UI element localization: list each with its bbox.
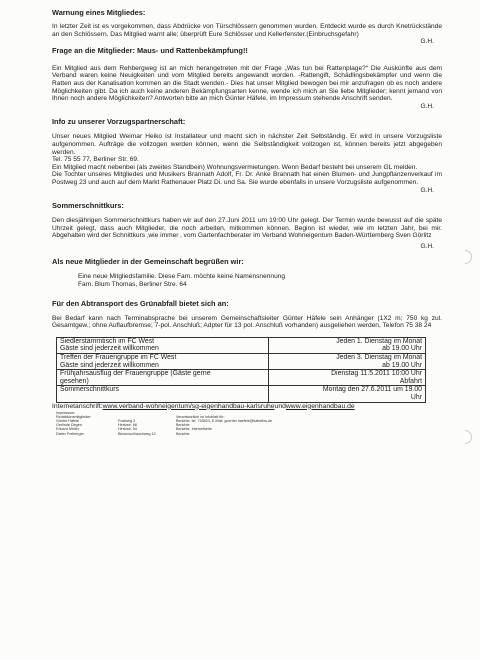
imprint-address: Hertzstr. 54 bbox=[118, 427, 137, 432]
event-description: Siedlerstammtisch im FC West Gäste sind jederzeit willkommen bbox=[57, 337, 269, 353]
website-link-verband[interactable]: www.verband-wohneigentum/sg-eigenhandbau-karlsruhe bbox=[102, 402, 275, 410]
warning-signature: G.H. bbox=[420, 38, 434, 46]
imprint-address: Binsenschlauchweg 12 bbox=[118, 431, 156, 436]
event-date: Dienstag 11.5.2011 10:00 Uhr Abfahrt bbox=[269, 370, 426, 386]
green-waste-text: Bei Bedarf kann nach Terminabsprache bei unserem Gemeinschaftsleiter Günter Häfele sein Anhänger (1X2 m; 750 kg zul. Gesamtgew.; ohne Auflaufbremse; 7-pol. Anschluß; Adpter für 13 pol. Anschluß vorhanden) ausgeliehen werden, Telefon 75 38 24 bbox=[52, 314, 442, 330]
imprint-name: Dieter Freiberger bbox=[56, 431, 84, 436]
event-date: Jeden 1. Dienstag im Monat ab 19.00 Uhr bbox=[269, 337, 426, 353]
warning-text: In letzter Zeit ist es vorgekommen, dass Abdrücke von Türschlössern genommen wurden. Entdeckt wurde es durch Knetrückstände an den Schlössern. Das Mitglied warnt alle; überprüft Eure Schlösser und Kellerfenster.(Einbruchsgefahr) bbox=[52, 23, 442, 38]
partnership-heading: Info zu unserer Vorzugspartnerschaft: bbox=[52, 117, 186, 127]
imprint-row bbox=[56, 432, 396, 436]
pruning-heading: Sommerschnittkurs: bbox=[52, 201, 124, 211]
website-link-eigenhandbau[interactable]: www.eigenhandbau.de bbox=[285, 402, 355, 410]
partnership-text-1: Unser neues Mitglied Weimar Heiko ist Installateur und macht sich in nächster Zeit Selbständig. Er wird in unsere Vorzugsliste aufgenommen. Aufträge die vollzogen werden können, wenn die Selbständigkeit vollzogen ist, können bereits jetzt abgegeben werden. bbox=[52, 133, 442, 156]
partnership-text-2: Ein Mitglied macht nebenbei (als zweites Standbein) Wohnungsvermietungen. Wenn Bedarf besteht bei unserem GL melden. bbox=[52, 163, 418, 171]
imprint-responsibility: Berichte bbox=[176, 431, 190, 436]
event-description: Frühjahrsausflug der Frauengruppe (Gäste gerne gesehen) bbox=[57, 370, 269, 386]
event-description: Treffen der Frauengruppe im FC West Gäste sind jederzeit willkommen bbox=[57, 354, 269, 370]
partnership-phone: Tel. 75 55 77, Berliner Str. 69. bbox=[52, 156, 139, 164]
newsletter-content bbox=[52, 8, 442, 436]
rats-heading: Frage an die Mitglieder: Maus- und Rattenbekämpfung!! bbox=[52, 45, 248, 55]
imprint-responsibility: Berichte, tel. 753824, E-Mail: guenter.haefele@kabelbw.de bbox=[176, 419, 272, 423]
imprint-name: Redaktionsmitglieder: bbox=[56, 414, 92, 419]
imprint-address: Hertzstr. 68 bbox=[118, 423, 137, 428]
events-table-row bbox=[57, 370, 426, 386]
events-table-row bbox=[57, 386, 426, 402]
internet-label: Internetanschrift: bbox=[52, 402, 103, 410]
imprint-responsibility: Berichte bbox=[176, 423, 190, 428]
event-date: Montag den 27.6.2011 um 19.00 Uhr bbox=[269, 386, 426, 402]
green-waste-heading: Für den Abtransport des Grünabfall bietet sich an: bbox=[52, 298, 229, 308]
imprint-name: Günter Häfele bbox=[56, 419, 79, 423]
partnership-text-3: Die Tochter unseres Mitgliedes und Musikers Brannath Adolf, Fr. Dr. Anke Brannath hat einen Blumen- und Jungpflanzenverkauf im Postweg 23 und auch auf dem Markt Rathenauer Platz Di. und Sa. Sie wurde ebenfalls in unsere Vorzugsliste aufgenommen. bbox=[52, 171, 442, 186]
punch-hole-mark bbox=[458, 250, 472, 264]
punch-hole-mark bbox=[458, 430, 472, 444]
events-table bbox=[56, 337, 426, 403]
imprint-responsibility: Berichte, Internetseite bbox=[176, 427, 212, 432]
partnership-signature: G.H. bbox=[420, 186, 434, 194]
pruning-text: Den diesjährigen Sommerschnittkurs haben wir auf den 27.Juni 2011 um 19:00 Uhr gelegt. Der Termin wurde bewusst auf die späte Uhrzeit gelegt, dass auch Mitglieder, die noch arbeiten, mitkommen können. Beginn ist wieder, wie im letzten Jahr, bei mir. Abgehalten wird der Schnittkurs ‚wie immer ‚ vom Gartenfachberater im Verband Wohneigentum Baden-Württemberg Sven Görlitz bbox=[52, 217, 442, 240]
imprint-address: Postweg 3 bbox=[118, 419, 136, 423]
event-date: Jeden 3. Dienstag im Monat ab 19.00 Uhr bbox=[269, 354, 426, 370]
events-table-row bbox=[57, 337, 426, 353]
internet-address-line bbox=[52, 403, 442, 411]
link-connector: und bbox=[274, 402, 286, 410]
rats-signature: G.H. bbox=[420, 102, 434, 110]
warning-heading: Warnung eines Mitgliedes: bbox=[52, 8, 146, 17]
imprint-name: Eduard Müller bbox=[56, 427, 79, 432]
imprint-block bbox=[56, 411, 442, 436]
new-member-2: Fam. Blum Thomas, Berliner Stre. 64 bbox=[78, 281, 187, 289]
imprint-title: Impressum: bbox=[56, 410, 76, 415]
new-members-heading: Als neue Mitglieder in der Gemeinschaft begrüßen wir: bbox=[52, 257, 244, 267]
pruning-signature: G.H. bbox=[420, 242, 434, 250]
new-member-1: Eine neue Mitgliedsfamilie. Diese Fam. möchte keine Namensnennung bbox=[78, 273, 286, 281]
events-table-row bbox=[57, 354, 426, 370]
imprint-name: Gerlinde Degen bbox=[56, 423, 82, 428]
imprint-responsibility: Verantwortlich im Infoblatt für: bbox=[176, 414, 225, 419]
rats-text: Ein Mitglied aus dem Rehbergweg ist an mich herangetreten mit der Frage „Was tun bei Rattenplage?“ Die Auskünfte aus dem Verband waren keine Neuigkeiten und vom Mitglied bereits angewandt worden. -Rattengift, Schädlingsbekämpfer und wenn die Ratten aus der Kanalisation kommen an die Stadt wenden.- Dies hat unser Mitglied bewogen bei mir anzufragen ob es noch andere Möglichkeiten gibt. Da ich auch keine anderen Bekämpfungsarten kenne, wende ich mich an Sie liebe Mitglieder; kennt jemand von Ihnen noch andere Möglichkeiten? Antworten bitte an mich Günter Häfele, im Impressum stehende Anschrift senden. bbox=[52, 64, 442, 103]
event-description: Sommerschnittkurs bbox=[57, 386, 269, 402]
